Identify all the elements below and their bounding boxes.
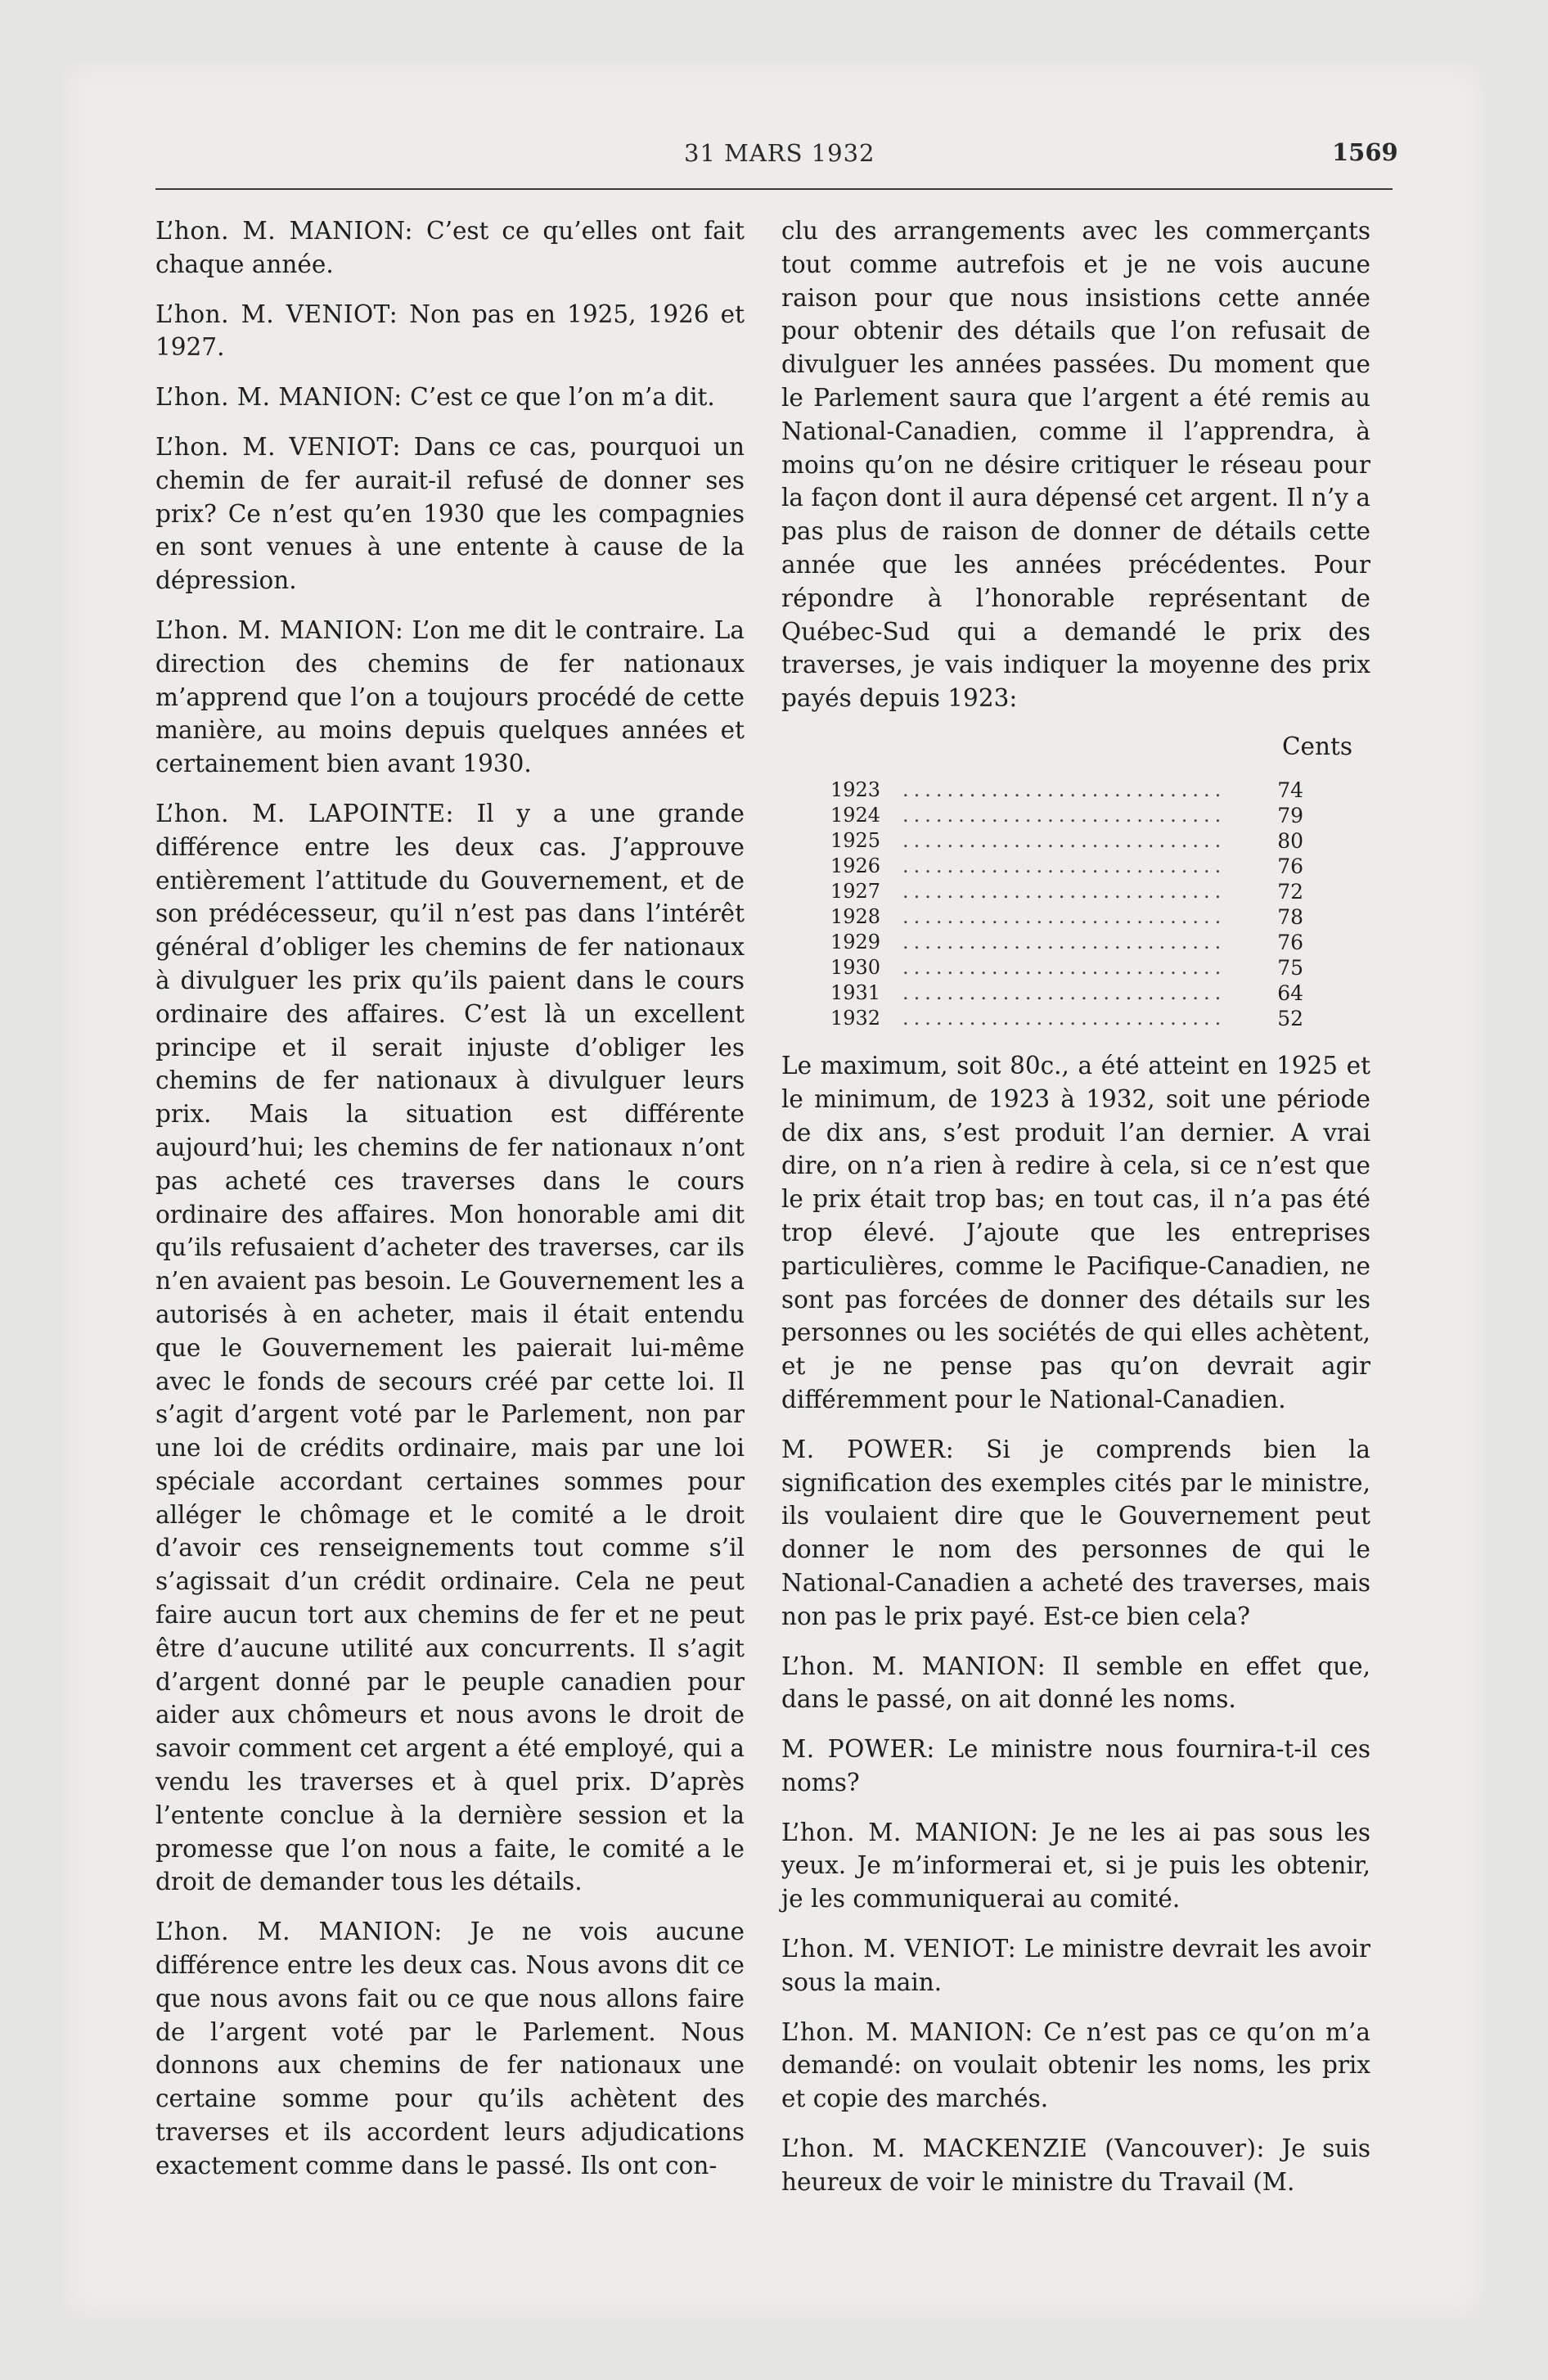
table-cell-cents: 78 — [1277, 904, 1303, 929]
table-cell-cents: 74 — [1277, 778, 1303, 802]
speaker-name: L’hon. M. LAPOINTE: — [155, 799, 454, 827]
table-cell-year: 1929 — [830, 930, 881, 953]
speech-text: Le maximum, soit 80c., a été atteint en 1925 et le minimum, de 1923 à 1932, soit une période de dix ans, s’est produit l’an dernier. A vrai dire, on n’a rien à redire à cela, si ce n’est que le prix était trop bas; en tout cas, il n’a pas été trop élevé. J’ajoute que les entreprises particulières, comme le Pacifique-Canadien, ne sont pas forcées de donner des détails sur les personnes ou les sociétés de qui elles achètent, et je ne pense pas qu’on devrait agir différemment pour le National-Canadien. — [781, 1051, 1370, 1413]
table-cell-cents: 64 — [1277, 980, 1303, 1005]
price-table-unit-label: Cents — [1281, 732, 1352, 760]
paragraph — [155, 381, 745, 414]
table-row — [830, 803, 1303, 828]
table-row — [830, 828, 1303, 854]
table-cell-cents: 76 — [1277, 930, 1303, 954]
table-row — [830, 879, 1303, 904]
table-row — [830, 904, 1303, 930]
speaker-name: L’hon. M. MANION: — [155, 1918, 443, 1946]
speaker-name: L’hon. M. MANION: — [781, 2017, 1033, 2046]
paragraph — [155, 797, 745, 1899]
table-cell-cents: 52 — [1277, 1006, 1303, 1030]
paragraph — [781, 2132, 1370, 2199]
speech-text: Non pas en 1925, 1926 et 1927. — [155, 300, 745, 362]
speaker-name: L’hon. M. VENIOT: — [155, 432, 401, 461]
speech-text: Ce n’est pas ce qu’on m’a demandé: on voulait obtenir les noms, les prix et copie des marchés. — [781, 2017, 1370, 2113]
header-rule — [155, 188, 1393, 190]
paragraph — [155, 430, 745, 597]
leader-dots: ............................. — [902, 930, 1226, 953]
table-cell-cents: 72 — [1277, 879, 1303, 904]
table-cell-year: 1931 — [830, 980, 881, 1004]
page-number: 1569 — [1332, 138, 1398, 166]
leader-dots: ............................. — [902, 828, 1226, 852]
table-row — [830, 980, 1303, 1006]
leader-dots: ............................. — [902, 778, 1226, 801]
leader-dots: ............................. — [902, 803, 1226, 827]
speech-text: C’est ce que l’on m’a dit. — [410, 383, 715, 412]
speech-text: Le ministre devrait les avoir sous la main. — [781, 1935, 1370, 1996]
speaker-name: L’hon. M. MACKENZIE (Vancouver): — [781, 2134, 1265, 2163]
speech-text: Le ministre nous fournira-t-il ces noms? — [781, 1735, 1370, 1796]
table-cell-year: 1932 — [830, 1006, 881, 1030]
table-row — [830, 1006, 1303, 1031]
leader-dots: ............................. — [902, 980, 1226, 1004]
paragraph — [155, 614, 745, 781]
speech-text: L’on me dit le contraire. La direction des chemins de fer nationaux m’apprend que l’on a toujours procédé de cette manière, au moins depuis quelques années et certainement bien avant 1930. — [155, 615, 745, 778]
speech-text: Si je comprends bien la signification des exemples cités par le ministre, ils voulaient dire que le Gouvernement peut donner le nom des personnes de qui le National-Canadien a acheté des traverses, mais non pas le prix payé. Est-ce bien cela? — [781, 1435, 1370, 1630]
speaker-name: L’hon. M. VENIOT: — [155, 300, 398, 328]
speaker-name: L’hon. M. VENIOT: — [781, 1935, 1017, 1963]
speech-text: Je suis heureux de voir le ministre du Travail (M. — [781, 2134, 1370, 2196]
paragraph — [781, 1433, 1370, 1634]
paragraph — [781, 1049, 1370, 1417]
paragraph — [781, 1932, 1370, 1999]
speaker-name: M. POWER: — [781, 1735, 935, 1764]
speech-text: Il semble en effet que, dans le passé, on ait donné les noms. — [781, 1652, 1370, 1714]
table-cell-cents: 80 — [1277, 828, 1303, 853]
table-cell-year: 1927 — [830, 879, 881, 903]
leader-dots: ............................. — [902, 1006, 1226, 1030]
table-cell-cents: 76 — [1277, 854, 1303, 878]
table-row — [830, 930, 1303, 955]
table-cell-year: 1926 — [830, 854, 881, 877]
leader-dots: ............................. — [902, 955, 1226, 979]
speaker-name: L’hon. M. MANION: — [781, 1652, 1046, 1680]
page-date: 31 MARS 1932 — [684, 139, 875, 167]
paragraph — [781, 1650, 1370, 1717]
speaker-name: L’hon. M. MANION: — [155, 383, 403, 412]
speech-text: Je ne les ai pas sous les yeux. Je m’informerai et, si je puis les obtenir, je les communiquerai au comité. — [781, 1818, 1370, 1913]
paragraph — [155, 214, 745, 282]
paragraph — [781, 1733, 1370, 1800]
speaker-name: L’hon. M. MANION: — [155, 217, 413, 245]
table-cell-year: 1924 — [830, 803, 881, 827]
table-cell-year: 1925 — [830, 828, 881, 852]
leader-dots: ............................. — [902, 854, 1226, 877]
table-row — [830, 955, 1303, 980]
speech-text: C’est ce qu’elles ont fait chaque année. — [155, 217, 745, 278]
price-table — [830, 778, 1303, 1031]
paragraph: clu des arrangements avec les commerçants tout comme autrefois et je ne vois aucune raison pour que nous insistions cette année pour obtenir des détails que l’on refusait de divulguer les années passées. Du moment que le Parlement saura que l’argent a été remis au National-Canadien, comme il l’apprendra, à moins qu’on ne désire critiquer le réseau pour la façon dont il aura dépensé cet argent. Il n’y a pas plus de raison de donner de détails cette année que les années précédentes. Pour répondre à l’honorable représentant de Québec-Sud qui a demandé le prix des traverses, je vais indiquer la moyenne des prix payés depuis 1923: — [781, 217, 1370, 713]
paragraph — [155, 298, 745, 365]
leader-dots: ............................. — [902, 904, 1226, 928]
paragraph — [781, 2016, 1370, 2116]
table-cell-year: 1923 — [830, 778, 881, 801]
leader-dots: ............................. — [902, 879, 1226, 903]
speaker-name: L’hon. M. MANION: — [781, 1818, 1039, 1846]
speaker-name: M. POWER: — [781, 1435, 955, 1463]
speech-text: Dans ce cas, pourquoi un chemin de fer aurait-il refusé de donner ses prix? Ce n’est qu’en 1930 que les compagnies en sont venues à une entente à cause de la dépression. — [155, 432, 745, 595]
table-row — [830, 778, 1303, 803]
table-cell-cents: 79 — [1277, 803, 1303, 827]
speaker-name: L’hon. M. MANION: — [155, 615, 404, 644]
table-row — [830, 854, 1303, 879]
table-cell-year: 1930 — [830, 955, 881, 979]
paragraph — [781, 1816, 1370, 1916]
paragraph — [155, 1915, 745, 2182]
speech-text: Je ne vois aucune différence entre les deux cas. Nous avons dit ce que nous avons fait ou ce que nous allons faire de l’argent voté par le Parlement. Nous donnons aux chemins de fer nationaux une certaine somme pour qu’ils achètent des traverses et ils accordent leurs adjudications exactement comme dans le passé. Ils ont con- — [155, 1918, 745, 2179]
table-cell-cents: 75 — [1277, 955, 1303, 980]
right-column — [781, 214, 1370, 2215]
table-cell-year: 1928 — [830, 904, 881, 928]
speech-text: Il y a une grande différence entre les deux cas. J’approuve entièrement l’attitude du Gouvernement, et de son prédécesseur, qu’il n’est pas dans l’intérêt général d’obliger les chemins de fer nationaux à divulguer les prix qu’ils paient dans le cours ordinaire des affaires. C’est là un excellent principe et il serait injuste d’obliger les chemins de fer nationaux à divulguer leurs prix. Mais la situation est différente aujourd’hui; les chemins de fer nationaux n’ont pas acheté ces traverses dans le cours ordinaire des affaires. Mon honorable ami dit qu’ils refusaient d’acheter des traverses, car ils n’en avaient pas besoin. Le Gouvernement les a autorisés à en acheter, mais il était entendu que le Gouvernement les paierait lui-même avec le fonds de secours créé par cette loi. Il s’agit d’argent voté par le Parlement, non par une loi de crédits ordinaire, mais par une loi spéciale accordant certaines sommes pour alléger le chômage et le comité a le droit d’avoir ces renseignements tout comme s’il s’agissait d’un crédit ordinaire. Cela ne peut faire aucun tort aux chemins de fer et ne peut être d’aucune utilité aux concurrents. Il s’agit d’argent donné par le peuple canadien pour aider aux chômeurs et nous avons le droit de savoir comment cet argent a été employé, qui a vendu les traverses et à quel prix. D’après l’entente conclue à la dernière session et la promesse que l’on nous a faite, le comité a le droit de demander tous les détails. — [155, 799, 745, 1896]
left-column — [155, 214, 745, 2199]
